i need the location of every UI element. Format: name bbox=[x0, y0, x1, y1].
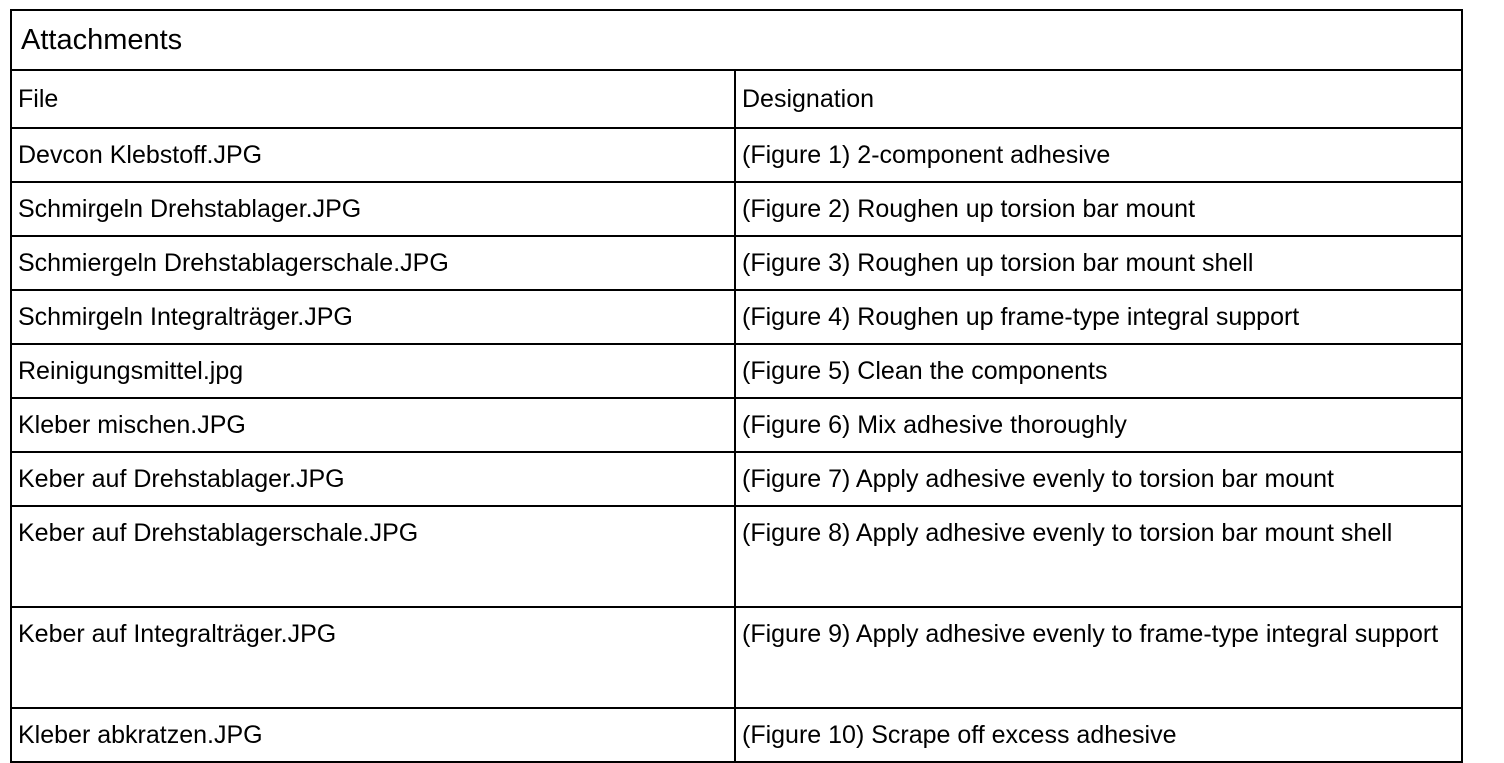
table-row bbox=[11, 236, 1462, 290]
table-title-row bbox=[11, 10, 1462, 70]
designation-cell: (Figure 3) Roughen up torsion bar mount shell bbox=[735, 236, 1462, 290]
file-cell: Keber auf Drehstablagerschale.JPG bbox=[11, 506, 735, 607]
file-cell: Reinigungsmittel.jpg bbox=[11, 344, 735, 398]
designation-cell: (Figure 10) Scrape off excess adhesive bbox=[735, 708, 1462, 762]
table-row bbox=[11, 182, 1462, 236]
column-header-file: File bbox=[11, 70, 735, 128]
file-cell: Keber auf Integralträger.JPG bbox=[11, 607, 735, 708]
designation-cell: (Figure 8) Apply adhesive evenly to torsion bar mount shell bbox=[735, 506, 1462, 607]
table-row bbox=[11, 607, 1462, 708]
designation-cell: (Figure 6) Mix adhesive thoroughly bbox=[735, 398, 1462, 452]
table-title: Attachments bbox=[11, 10, 1462, 70]
designation-cell: (Figure 4) Roughen up frame-type integral support bbox=[735, 290, 1462, 344]
table-header-row bbox=[11, 70, 1462, 128]
designation-cell: (Figure 1) 2-component adhesive bbox=[735, 128, 1462, 182]
table-row bbox=[11, 452, 1462, 506]
table-row bbox=[11, 344, 1462, 398]
designation-cell: (Figure 5) Clean the components bbox=[735, 344, 1462, 398]
table-row bbox=[11, 128, 1462, 182]
file-cell: Schmiergeln Drehstablagerschale.JPG bbox=[11, 236, 735, 290]
attachments-table bbox=[10, 9, 1463, 763]
file-cell: Keber auf Drehstablager.JPG bbox=[11, 452, 735, 506]
table-row bbox=[11, 506, 1462, 607]
file-cell: Devcon Klebstoff.JPG bbox=[11, 128, 735, 182]
table-row bbox=[11, 708, 1462, 762]
table-row bbox=[11, 398, 1462, 452]
file-cell: Kleber abkratzen.JPG bbox=[11, 708, 735, 762]
column-header-designation: Designation bbox=[735, 70, 1462, 128]
designation-cell: (Figure 7) Apply adhesive evenly to torsion bar mount bbox=[735, 452, 1462, 506]
file-cell: Kleber mischen.JPG bbox=[11, 398, 735, 452]
file-cell: Schmirgeln Integralträger.JPG bbox=[11, 290, 735, 344]
file-cell: Schmirgeln Drehstablager.JPG bbox=[11, 182, 735, 236]
table-row bbox=[11, 290, 1462, 344]
designation-cell: (Figure 2) Roughen up torsion bar mount bbox=[735, 182, 1462, 236]
designation-cell: (Figure 9) Apply adhesive evenly to frame-type integral support bbox=[735, 607, 1462, 708]
